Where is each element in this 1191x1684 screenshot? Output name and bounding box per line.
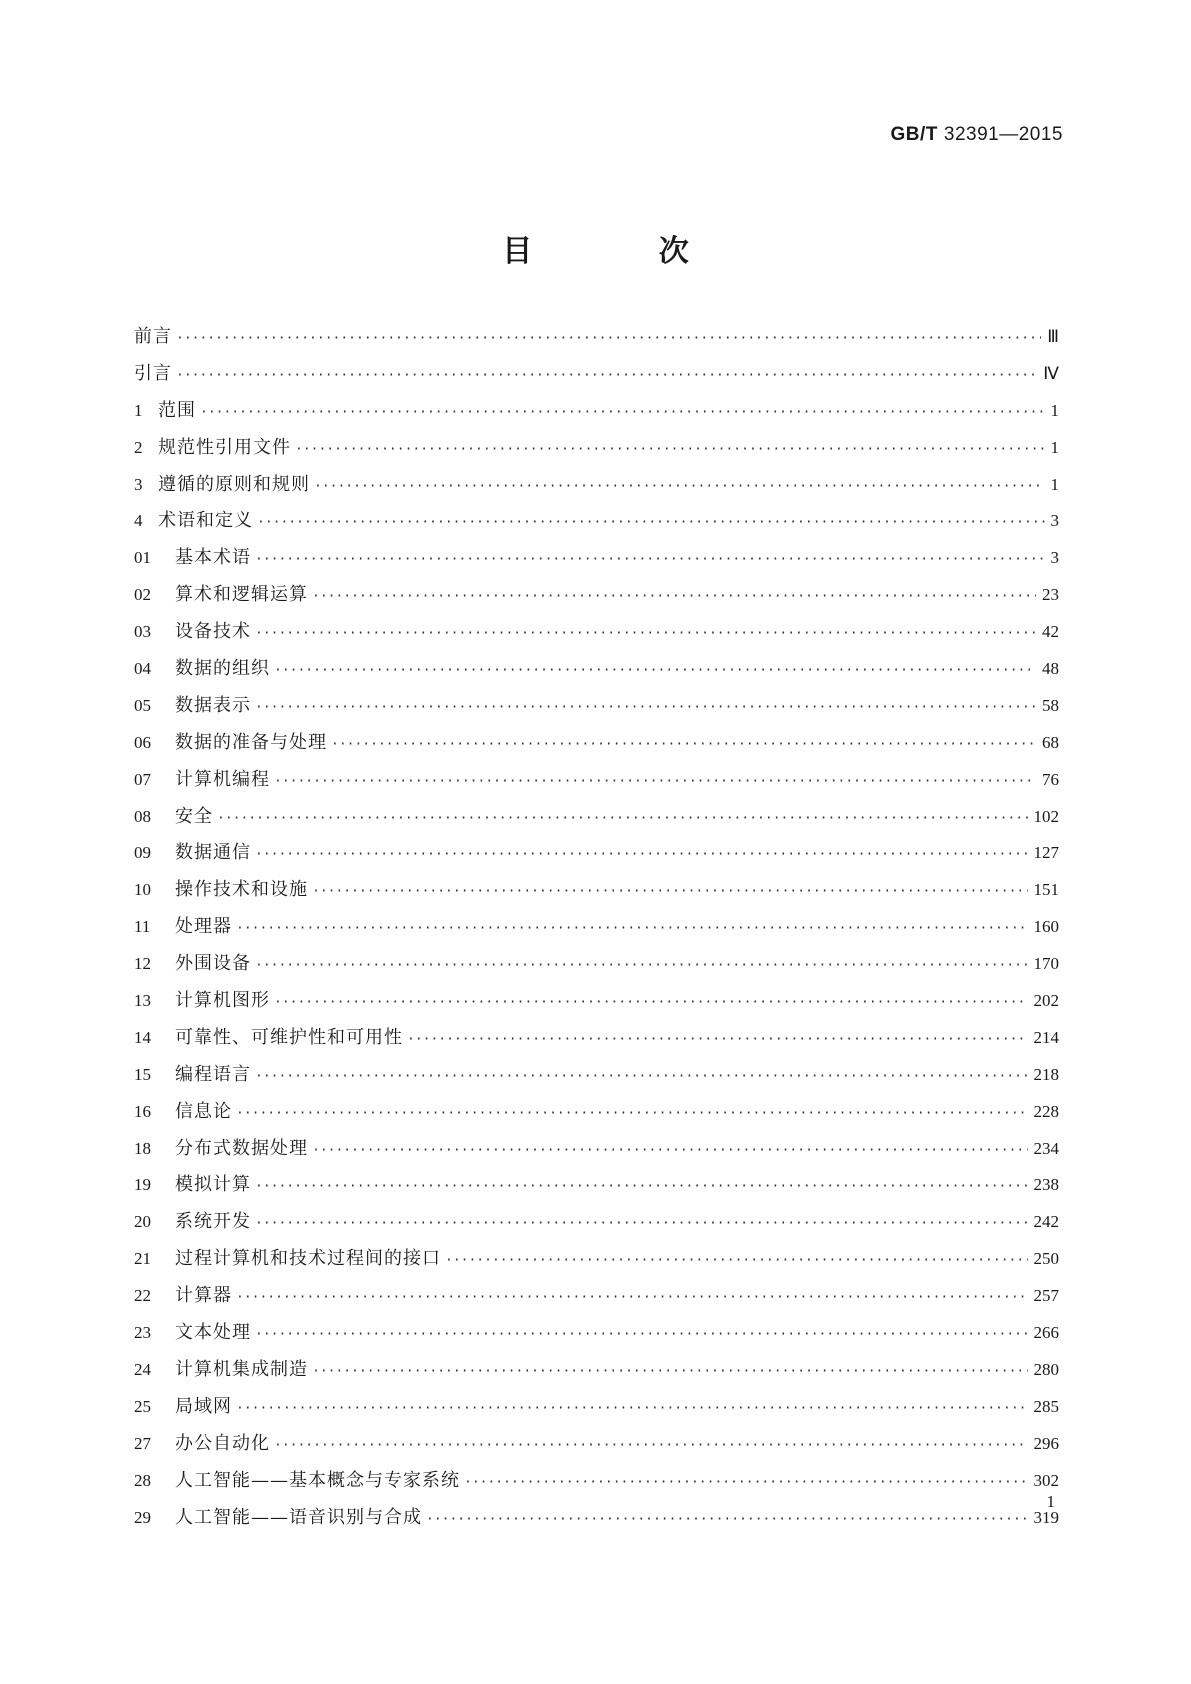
toc-entry-number: 08 xyxy=(134,806,151,826)
toc-entry-number: 3 xyxy=(134,474,143,494)
toc-entry-title: 范围 xyxy=(158,399,196,421)
toc-entry-number: 05 xyxy=(134,695,151,715)
toc-entry[interactable] xyxy=(134,1100,1059,1137)
toc-entry-page: 280 xyxy=(1033,1359,1059,1379)
dot-leader xyxy=(312,880,1028,904)
toc-entry[interactable] xyxy=(134,768,1059,805)
toc-entry[interactable] xyxy=(134,1210,1059,1247)
dot-leader xyxy=(274,770,1036,794)
dot-leader xyxy=(312,1360,1028,1384)
toc-entry[interactable] xyxy=(134,989,1059,1026)
toc-entry-number: 21 xyxy=(134,1249,151,1269)
standard-code: 32391—2015 xyxy=(943,124,1063,145)
toc-entry[interactable] xyxy=(134,694,1059,731)
toc-entry-number: 27 xyxy=(134,1433,151,1453)
toc-entry-page: 238 xyxy=(1033,1175,1059,1195)
toc-entry-page: 3 xyxy=(1050,548,1059,568)
toc-entry-title: 引言 xyxy=(134,362,172,384)
toc-entry-page: 228 xyxy=(1033,1101,1059,1121)
toc-entry[interactable] xyxy=(134,657,1059,694)
toc-entry-title: 计算机编程 xyxy=(175,768,270,790)
toc-entry-page: Ⅲ xyxy=(1047,327,1059,346)
toc-entry-title: 算术和逻辑运算 xyxy=(175,584,308,606)
toc-entry-page: 68 xyxy=(1042,732,1059,752)
toc-entry-number: 18 xyxy=(134,1138,151,1158)
dot-leader xyxy=(236,917,1028,941)
toc-entry-title: 系统开发 xyxy=(175,1211,251,1233)
toc-entry[interactable] xyxy=(134,952,1059,989)
toc-entry-title: 数据通信 xyxy=(175,842,251,864)
dot-leader xyxy=(255,696,1036,720)
toc-entry[interactable] xyxy=(134,1284,1059,1321)
toc-entry-title: 办公自动化 xyxy=(175,1432,270,1454)
toc-entry-page: 242 xyxy=(1033,1212,1059,1232)
toc-entry-page: 160 xyxy=(1033,917,1059,937)
toc-entry-number: 04 xyxy=(134,659,151,679)
toc-entry-number: 25 xyxy=(134,1396,151,1416)
dot-leader xyxy=(312,1139,1028,1163)
toc-entry-number: 19 xyxy=(134,1175,151,1195)
toc-entry-title: 信息论 xyxy=(175,1100,232,1122)
toc-entry-number: 20 xyxy=(134,1212,151,1232)
toc-entry-page: 151 xyxy=(1033,880,1059,900)
toc-entry-title: 数据的准备与处理 xyxy=(175,731,327,753)
toc-entry-page: 250 xyxy=(1033,1249,1059,1269)
toc-entry[interactable] xyxy=(134,805,1059,842)
toc-entry-title: 术语和定义 xyxy=(158,510,253,532)
dot-leader xyxy=(295,438,1045,462)
toc-entry[interactable] xyxy=(134,1247,1059,1284)
dot-leader xyxy=(255,1065,1028,1089)
toc-entry-title: 规范性引用文件 xyxy=(158,436,291,458)
dot-leader xyxy=(464,1471,1028,1495)
toc-entry[interactable] xyxy=(134,620,1059,657)
toc-entry-title: 计算机集成制造 xyxy=(175,1358,308,1380)
toc-entry-page: 48 xyxy=(1042,659,1059,679)
dot-leader xyxy=(257,511,1045,535)
dot-leader xyxy=(274,991,1028,1015)
toc-entry-number: 24 xyxy=(134,1359,151,1379)
page-number: 1 xyxy=(1046,1492,1055,1511)
dot-leader xyxy=(176,327,1041,351)
toc-entry-number: 29 xyxy=(134,1507,151,1527)
toc-entry-number: 02 xyxy=(134,585,151,605)
toc-entry-number: 11 xyxy=(134,917,151,937)
toc-entry-number: 13 xyxy=(134,991,151,1011)
toc-entry[interactable] xyxy=(134,1506,1059,1543)
toc-entry[interactable] xyxy=(134,878,1059,915)
toc-entry-page: 234 xyxy=(1033,1138,1059,1158)
standard-number xyxy=(891,124,1064,146)
toc-entry-title: 分布式数据处理 xyxy=(175,1137,308,1159)
toc-entry-page: 102 xyxy=(1033,806,1059,826)
toc-entry-number: 28 xyxy=(134,1470,151,1490)
toc-entry[interactable] xyxy=(134,399,1059,436)
toc-entry[interactable] xyxy=(134,1321,1059,1358)
toc-entry[interactable] xyxy=(134,473,1059,510)
toc-entry-page: 285 xyxy=(1033,1396,1059,1416)
toc-entry-title: 人工智能——语音识别与合成 xyxy=(175,1506,422,1528)
toc-entry[interactable] xyxy=(134,841,1059,878)
toc-entry-page: 218 xyxy=(1033,1064,1059,1084)
toc-entry[interactable] xyxy=(134,583,1059,620)
toc-entry[interactable] xyxy=(134,1469,1059,1506)
standard-prefix: GB/T xyxy=(890,124,938,145)
toc-entry-number: 16 xyxy=(134,1101,151,1121)
toc-entry[interactable] xyxy=(134,731,1059,768)
toc-entry[interactable] xyxy=(134,362,1059,399)
toc-title: 目 次 xyxy=(502,234,747,269)
toc-entry-title: 人工智能——基本概念与专家系统 xyxy=(175,1469,460,1491)
toc-entry-page: 76 xyxy=(1042,769,1059,789)
toc-entry[interactable] xyxy=(134,1432,1059,1469)
toc-entry-number: 03 xyxy=(134,622,151,642)
toc-entry-title: 模拟计算 xyxy=(175,1174,251,1196)
dot-leader xyxy=(331,733,1036,757)
toc-entry-number: 22 xyxy=(134,1286,151,1306)
toc-entry-page: 170 xyxy=(1033,954,1059,974)
toc-entry-page: Ⅳ xyxy=(1043,363,1059,383)
toc-entry-page: 257 xyxy=(1033,1286,1059,1306)
toc-entry-title: 数据的组织 xyxy=(175,658,270,680)
toc-entry-title: 计算器 xyxy=(175,1285,232,1307)
toc-entry-title: 前言 xyxy=(134,326,172,347)
dot-leader xyxy=(255,1212,1028,1236)
toc-entry-page: 302 xyxy=(1033,1470,1059,1490)
toc-entry-number: 07 xyxy=(134,769,151,789)
toc-entry[interactable] xyxy=(134,915,1059,952)
toc-entry-number: 09 xyxy=(134,843,151,863)
toc-entry-title: 计算机图形 xyxy=(175,990,270,1012)
toc-entry-title: 处理器 xyxy=(175,916,232,938)
toc-entry-number: 10 xyxy=(134,880,151,900)
toc-entry-number: 2 xyxy=(134,437,143,457)
toc-entry-title: 编程语言 xyxy=(175,1063,251,1085)
toc-entry-title: 数据表示 xyxy=(175,694,251,716)
toc-entry[interactable] xyxy=(134,509,1059,546)
toc-entry-page: 1 xyxy=(1050,437,1059,457)
toc-entry-page: 266 xyxy=(1033,1323,1059,1343)
toc-entry-title: 基本术语 xyxy=(175,547,251,569)
toc-entry-page: 1 xyxy=(1050,474,1059,494)
dot-leader xyxy=(255,622,1036,646)
toc-entry-page: 3 xyxy=(1050,511,1059,531)
toc-entry-page: 127 xyxy=(1033,843,1059,863)
toc-entry-page: 1 xyxy=(1050,400,1059,420)
toc-entry-number: 06 xyxy=(134,732,151,752)
dot-leader xyxy=(176,364,1037,388)
dot-leader xyxy=(255,954,1028,978)
dot-leader xyxy=(445,1249,1028,1273)
toc-entry-page: 214 xyxy=(1033,1027,1059,1047)
toc-entry-page: 202 xyxy=(1033,991,1059,1011)
dot-leader xyxy=(255,1175,1028,1199)
dot-leader xyxy=(274,1434,1028,1458)
dot-leader xyxy=(426,1508,1028,1532)
dot-leader xyxy=(255,1323,1028,1347)
dot-leader xyxy=(312,585,1036,609)
toc-entry-title: 安全 xyxy=(175,805,213,827)
dot-leader xyxy=(236,1286,1028,1310)
toc-entry-title: 过程计算机和技术过程间的接口 xyxy=(175,1248,441,1270)
toc-entry-number: 4 xyxy=(134,511,143,531)
dot-leader xyxy=(407,1028,1028,1052)
toc-entry[interactable] xyxy=(134,1395,1059,1432)
toc-entry[interactable] xyxy=(134,546,1059,583)
toc-entry-title: 设备技术 xyxy=(175,621,251,643)
toc-entry-title: 文本处理 xyxy=(175,1322,251,1344)
toc-entry-title: 外围设备 xyxy=(175,953,251,975)
toc-entry-title: 局域网 xyxy=(175,1395,232,1417)
toc-entry-number: 23 xyxy=(134,1323,151,1343)
dot-leader xyxy=(314,475,1045,499)
dot-leader xyxy=(236,1102,1028,1126)
toc-entry-page: 42 xyxy=(1042,622,1059,642)
toc-entry-page: 296 xyxy=(1033,1433,1059,1453)
toc-entry[interactable] xyxy=(134,1063,1059,1100)
toc-entry-number: 15 xyxy=(134,1064,151,1084)
dot-leader xyxy=(236,1397,1028,1421)
toc-entry-page: 58 xyxy=(1042,695,1059,715)
toc-entry[interactable] xyxy=(134,325,1059,362)
dot-leader xyxy=(255,843,1028,867)
dot-leader xyxy=(217,807,1028,831)
toc-entry-page: 23 xyxy=(1042,585,1059,605)
toc-entry[interactable] xyxy=(134,1173,1059,1210)
toc-entry[interactable] xyxy=(134,436,1059,473)
toc-entry-title: 操作技术和设施 xyxy=(175,879,308,901)
toc-entry-number: 01 xyxy=(134,548,151,568)
toc-entry-page: 319 xyxy=(1033,1507,1059,1527)
dot-leader xyxy=(274,659,1036,683)
toc-entry-number: 12 xyxy=(134,954,151,974)
toc-entry-title: 可靠性、可维护性和可用性 xyxy=(175,1026,403,1048)
toc-entry-number: 1 xyxy=(134,400,143,420)
dot-leader xyxy=(200,401,1045,425)
dot-leader xyxy=(255,548,1045,572)
toc-entry[interactable] xyxy=(134,1358,1059,1395)
toc-entry[interactable] xyxy=(134,1137,1059,1174)
toc-entry[interactable] xyxy=(134,1026,1059,1063)
table-of-contents xyxy=(134,325,1059,1542)
toc-entry-title: 遵循的原则和规则 xyxy=(158,473,310,495)
toc-entry-number: 14 xyxy=(134,1027,151,1047)
